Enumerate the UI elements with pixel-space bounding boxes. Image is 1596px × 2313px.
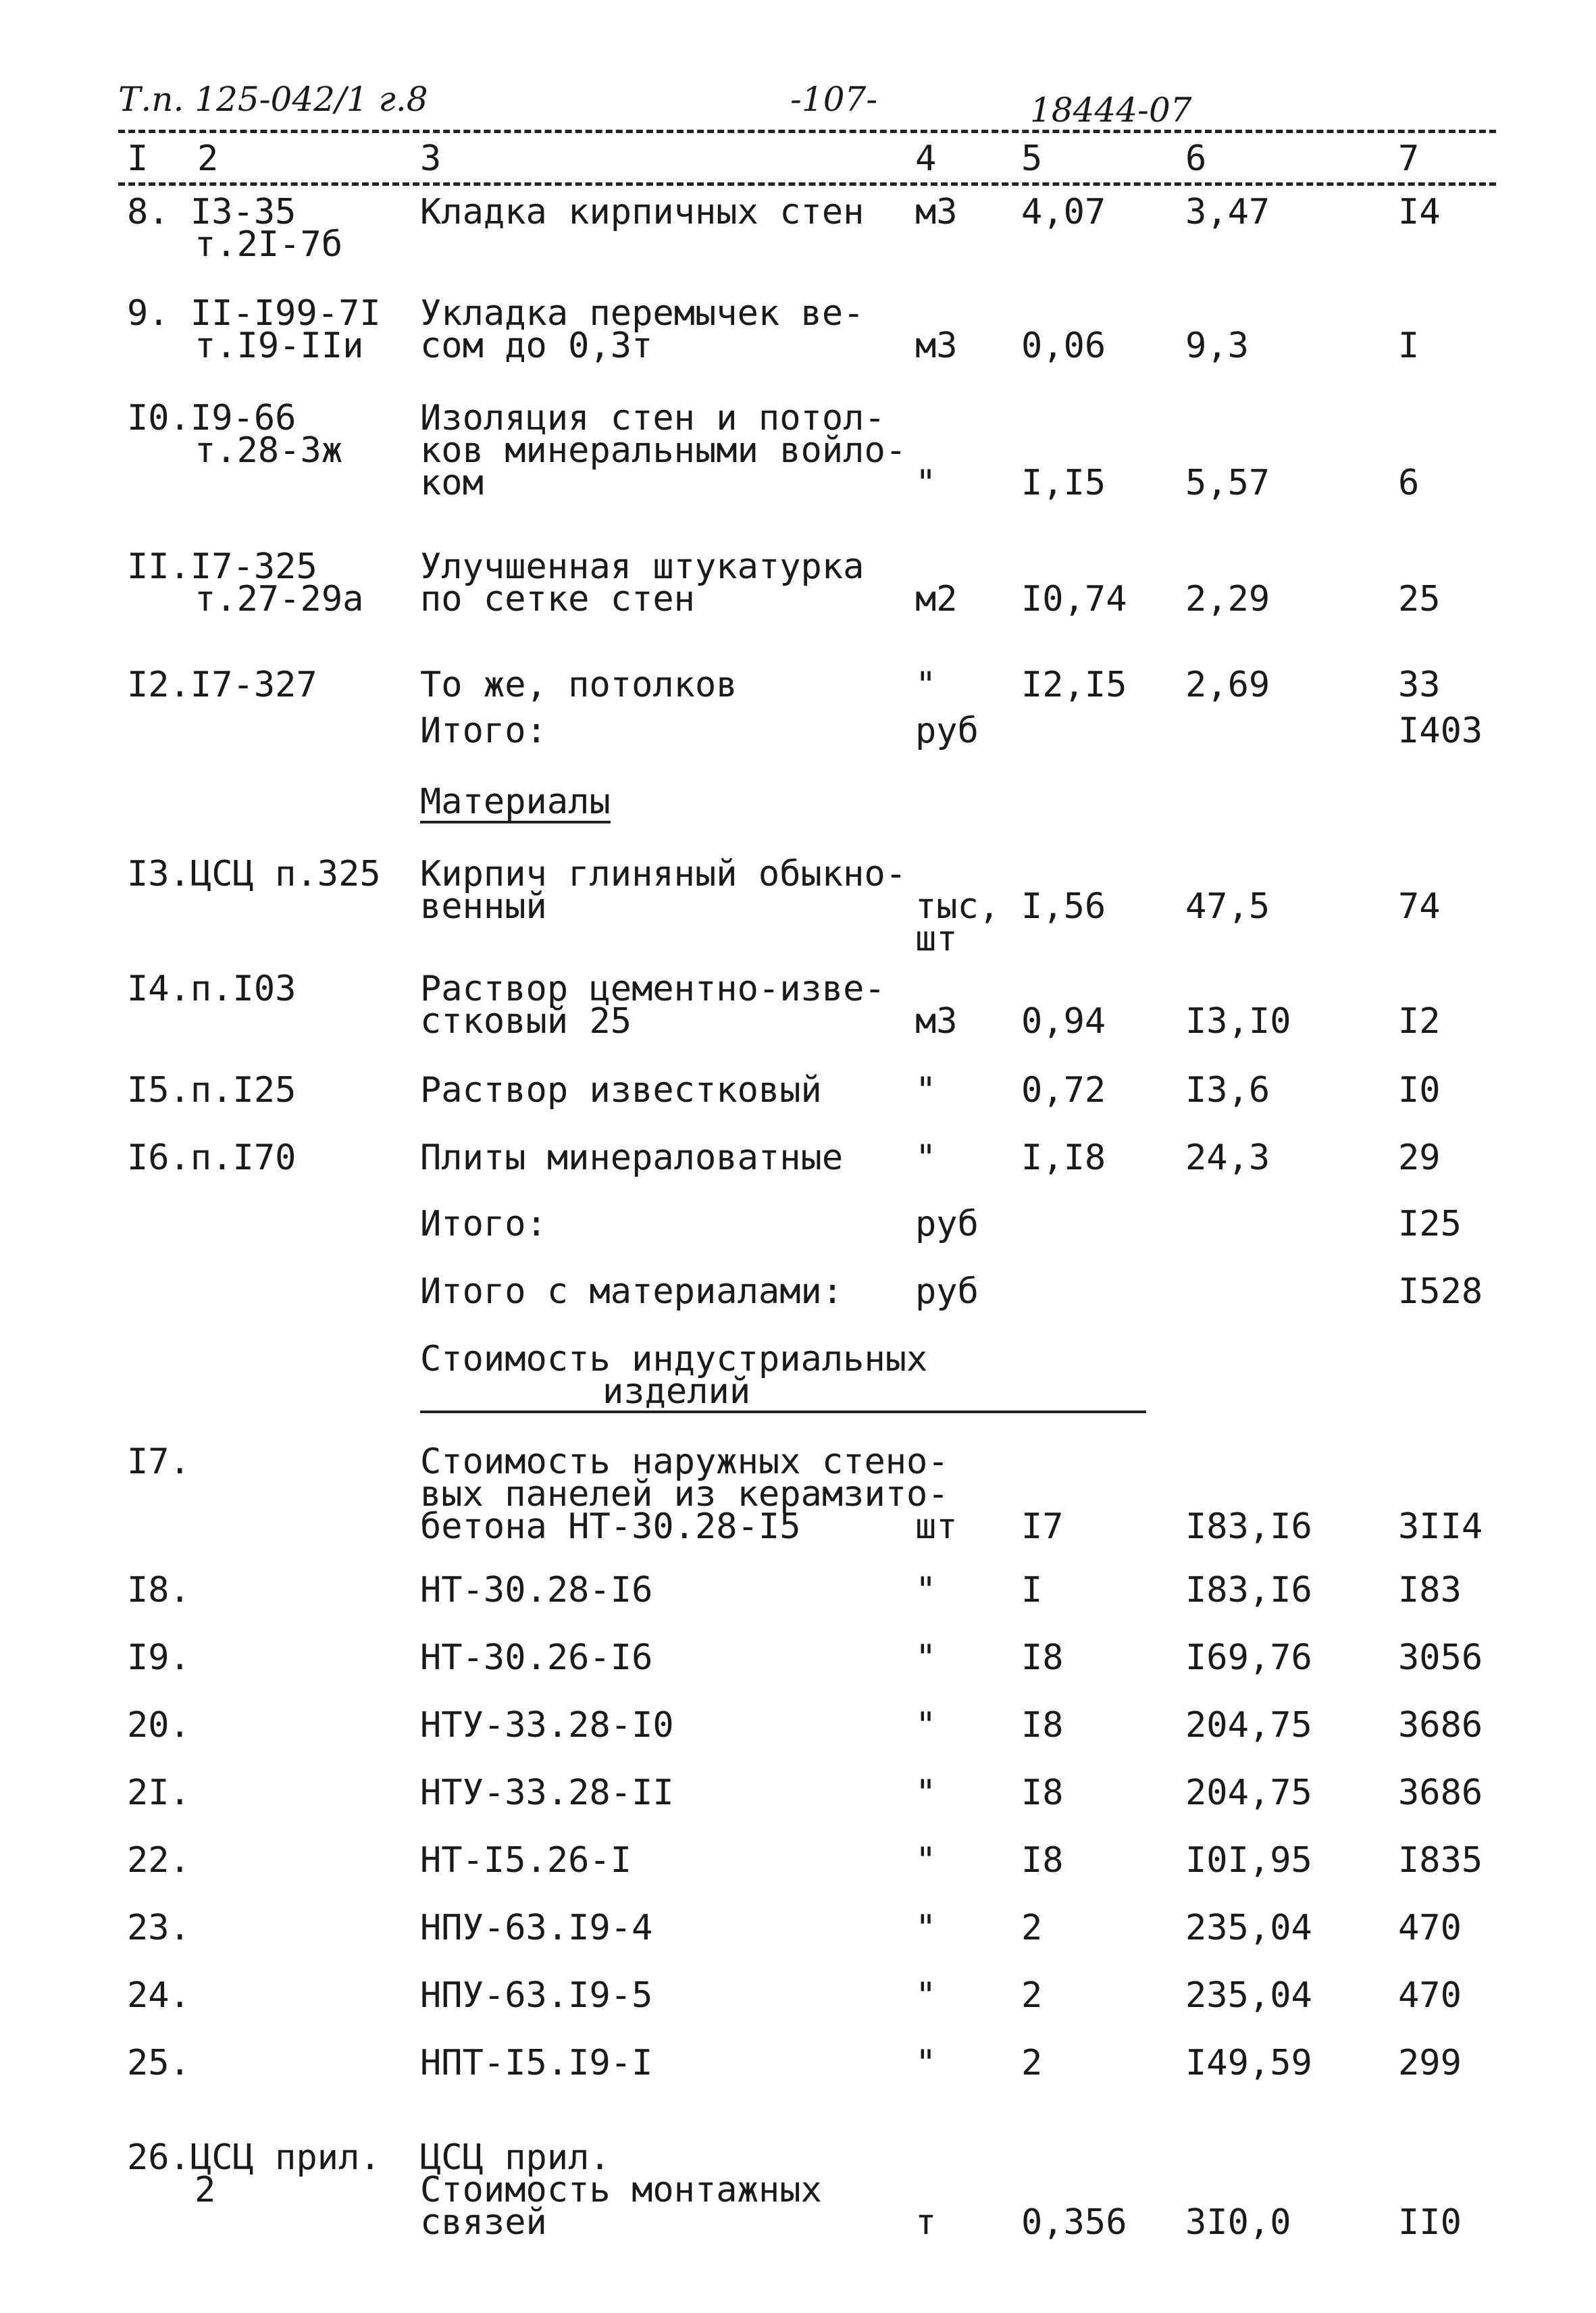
row-unit: м3 (915, 192, 958, 232)
row-unit: " (915, 1138, 937, 1178)
row-total: I0 (1398, 1070, 1441, 1111)
row-total: 74 (1398, 886, 1441, 927)
row-reference: т.2I-7б (195, 224, 343, 265)
row-unit: м2 (915, 579, 958, 619)
row-quantity: 0,94 (1021, 1001, 1106, 1042)
row-quantity: 2 (1021, 1975, 1043, 2016)
row-description-line: Улучшенная штукатурка (420, 547, 865, 587)
row-description-line: НТ-30.28-I6 (420, 1570, 653, 1610)
row-description-line: связей (420, 2202, 547, 2243)
row-unit: " (915, 1637, 937, 1678)
row-number: I4.п.I03 (127, 969, 297, 1009)
row-description-line: Плиты минераловатные (420, 1138, 844, 1178)
row-unit-price: 204,75 (1185, 1773, 1312, 1813)
row-total: 3686 (1398, 1773, 1483, 1813)
row-reference: т.I9-IIи (195, 326, 364, 366)
row-quantity: 4,07 (1021, 192, 1106, 232)
row-description-line: вых панелей из керамзито- (420, 1474, 949, 1515)
row-unit: м3 (915, 326, 958, 366)
row-description-line: НТУ-33.28-II (420, 1773, 674, 1813)
row-number: I8. (127, 1570, 190, 1610)
row-unit-price: I83,I6 (1185, 1506, 1312, 1547)
col-5: 5 (1021, 138, 1043, 179)
row-number: 26.ЦСЦ прил. (127, 2137, 381, 2178)
row-unit-price: I49,59 (1185, 2043, 1312, 2083)
row-total: I4 (1398, 192, 1441, 232)
doc-code: Т.п. 125-042/1 г.8 (118, 80, 428, 119)
row-number: I0.I9-66 (127, 398, 297, 438)
row-quantity: I8 (1021, 1773, 1064, 1813)
row-total: 6 (1398, 463, 1420, 503)
row-total: 3056 (1398, 1637, 1483, 1678)
row-description-line: Изоляция стен и потол- (420, 398, 885, 438)
row-description-line: ком (420, 463, 484, 503)
row-description-line: Стоимость наружных стено- (420, 1442, 949, 1482)
row-total: 470 (1398, 1908, 1462, 1948)
row-unit: руб (915, 711, 979, 751)
row-reference: т.28-3ж (195, 430, 343, 471)
header-rule (118, 130, 1496, 133)
row-unit-price: 47,5 (1185, 886, 1270, 927)
row-number: I7. (127, 1442, 190, 1482)
row-description-line: НПТ-I5.I9-I (420, 2043, 653, 2083)
row-quantity: I,56 (1021, 886, 1106, 927)
row-total: I25 (1398, 1204, 1462, 1244)
row-unit-price: 3,47 (1185, 192, 1270, 232)
row-unit: " (915, 1975, 937, 2016)
row-number: I5.п.I25 (127, 1070, 297, 1111)
row-quantity: I7 (1021, 1506, 1064, 1547)
row-unit-price: 204,75 (1185, 1705, 1312, 1746)
row-total: I403 (1398, 711, 1483, 751)
row-number: I9. (127, 1637, 190, 1678)
row-unit: " (915, 463, 937, 503)
row-unit: " (915, 1908, 937, 1948)
row-number: 22. (127, 1840, 190, 1881)
col-6: 6 (1185, 138, 1207, 179)
row-number: 20. (127, 1705, 190, 1746)
row-unit-price: 2,69 (1185, 665, 1270, 705)
row-unit-price: 5,57 (1185, 463, 1270, 503)
row-number: 25. (127, 2043, 190, 2083)
row-description-line: Раствор известковый (420, 1070, 822, 1111)
row-description-line: по сетке стен (420, 579, 695, 619)
row-unit-price: 2,29 (1185, 579, 1270, 619)
row-description-line: стковый 25 (420, 1001, 632, 1042)
row-description-line: Укладка перемычек ве- (420, 293, 865, 334)
row-total: I528 (1398, 1271, 1483, 1312)
row-number: 23. (127, 1908, 190, 1948)
row-number: 2I. (127, 1773, 190, 1813)
row-description-line: венный (420, 886, 547, 927)
row-description-line: Итого: (420, 711, 547, 751)
section-industrial-heading-line1: Стоимость индустриальных (420, 1339, 928, 1379)
row-quantity: 0,72 (1021, 1070, 1106, 1111)
row-reference: т.27-29а (195, 579, 364, 619)
col-7: 7 (1398, 138, 1420, 179)
row-quantity: I8 (1021, 1637, 1064, 1678)
row-description-line: То же, потолков (420, 665, 738, 705)
row-quantity: I0,74 (1021, 579, 1127, 619)
row-unit-price: I83,I6 (1185, 1570, 1312, 1610)
row-number: 8. I3-35 (127, 192, 297, 232)
row-unit: руб (915, 1204, 979, 1244)
row-quantity: 0,356 (1021, 2202, 1127, 2243)
col-2: 2 (197, 138, 219, 179)
row-unit: " (915, 2043, 937, 2083)
row-unit-price: I3,6 (1185, 1070, 1270, 1111)
row-number: II.I7-325 (127, 547, 317, 587)
row-unit: " (915, 1070, 937, 1111)
row-quantity: 0,06 (1021, 326, 1106, 366)
row-unit: т (915, 2202, 937, 2243)
row-total: 33 (1398, 665, 1441, 705)
row-quantity: I8 (1021, 1705, 1064, 1746)
row-quantity: I8 (1021, 1840, 1064, 1881)
row-total: II0 (1398, 2202, 1462, 2243)
row-description-line: Раствор цементно-изве- (420, 969, 885, 1009)
row-total: 470 (1398, 1975, 1462, 2016)
row-number: I6.п.I70 (127, 1138, 297, 1178)
row-description-line: ЦСЦ прил. (420, 2137, 611, 2178)
row-total: I835 (1398, 1840, 1483, 1881)
row-quantity: I,I5 (1021, 463, 1106, 503)
section-industrial-heading-line2: изделий (420, 1375, 1146, 1413)
row-unit-price: I3,I0 (1185, 1001, 1291, 1042)
row-unit: " (915, 1705, 937, 1746)
row-quantity: 2 (1021, 1908, 1043, 1948)
row-quantity: I2,I5 (1021, 665, 1127, 705)
row-description-line: ков минеральными войло- (420, 430, 907, 471)
row-description-line: Кирпич глиняный обыкно- (420, 854, 907, 894)
row-quantity: 2 (1021, 2043, 1043, 2083)
col-4: 4 (915, 138, 937, 179)
row-unit: " (915, 1840, 937, 1881)
row-unit-price: 235,04 (1185, 1975, 1312, 2016)
row-number: I2.I7-327 (127, 665, 317, 705)
row-unit: м3 (915, 1001, 958, 1042)
row-description-line: сом до 0,3т (420, 326, 653, 366)
row-unit: " (915, 1773, 937, 1813)
row-unit: тыс, шт (915, 886, 1000, 959)
row-unit: " (915, 665, 937, 705)
row-total: I2 (1398, 1001, 1441, 1042)
row-total: 3II4 (1398, 1506, 1483, 1547)
row-unit: руб (915, 1271, 979, 1312)
row-unit-price: I69,76 (1185, 1637, 1312, 1678)
row-unit: шт (915, 1506, 958, 1547)
row-unit: " (915, 1570, 937, 1610)
row-unit-price: 3I0,0 (1185, 2202, 1291, 2243)
row-unit-price: I0I,95 (1185, 1840, 1312, 1881)
row-quantity: I,I8 (1021, 1138, 1106, 1178)
row-description-line: Стоимость монтажных (420, 2170, 822, 2210)
row-unit-price: 24,3 (1185, 1138, 1270, 1178)
row-total: I83 (1398, 1570, 1462, 1610)
row-number: 24. (127, 1975, 190, 2016)
section-materials-heading: Материалы (420, 782, 611, 822)
row-total: 299 (1398, 2043, 1462, 2083)
row-total: I (1398, 326, 1420, 366)
row-total: 25 (1398, 579, 1441, 619)
row-description-line: Итого: (420, 1204, 547, 1244)
row-description-line: Итого с материалами: (420, 1271, 844, 1312)
row-description-line: НТ-30.26-I6 (420, 1637, 653, 1678)
row-total: 3686 (1398, 1705, 1483, 1746)
row-number: 9. II-I99-7I (127, 293, 381, 334)
row-description-line: НТ-I5.26-I (420, 1840, 632, 1881)
row-description-line: НПУ-63.I9-4 (420, 1908, 653, 1948)
row-unit-price: 235,04 (1185, 1908, 1312, 1948)
ref-number: 18444-07 (1030, 91, 1192, 130)
row-description-line: бетона НТ-30.28-I5 (420, 1506, 801, 1547)
row-quantity: I (1021, 1570, 1043, 1610)
row-reference: 2 (195, 2170, 216, 2210)
row-description-line: Кладка кирпичных стен (420, 192, 865, 232)
column-header-rule (118, 182, 1496, 186)
col-1: I (127, 138, 149, 179)
col-3: 3 (420, 138, 442, 179)
row-total: 29 (1398, 1138, 1441, 1178)
row-description-line: НПУ-63.I9-5 (420, 1975, 653, 2016)
row-description-line: НТУ-33.28-I0 (420, 1705, 674, 1746)
page-number: -107- (790, 80, 878, 119)
row-number: I3.ЦСЦ п.325 (127, 854, 381, 894)
row-unit-price: 9,3 (1185, 326, 1249, 366)
